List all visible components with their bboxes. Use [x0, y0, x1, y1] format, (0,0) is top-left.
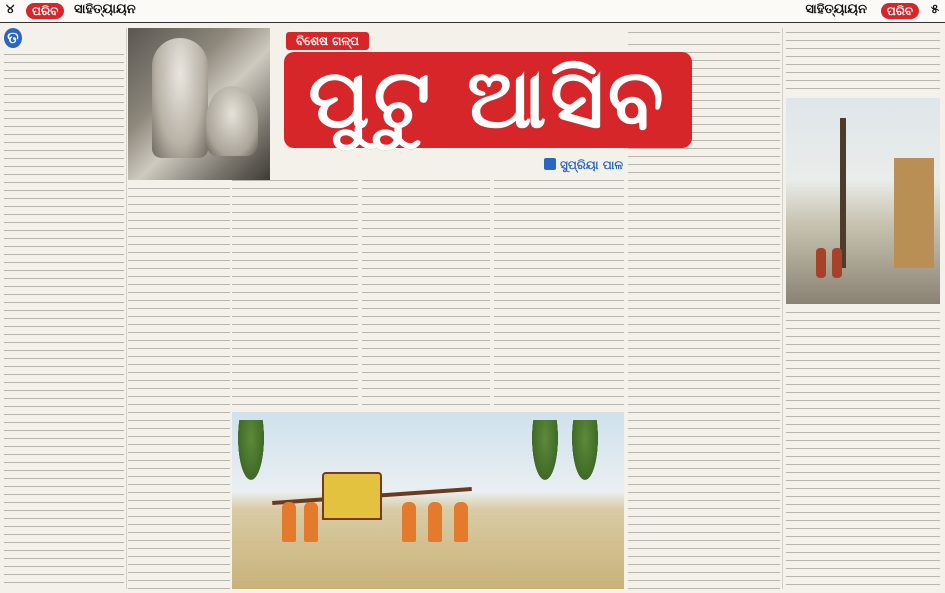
illustration-person	[816, 248, 826, 278]
text-column-3	[232, 176, 358, 407]
section-title-left: ସାହିତ୍ୟାୟନ	[74, 2, 136, 17]
brand-badge-left: ପରିବ	[26, 3, 64, 19]
text-column-5	[494, 176, 624, 407]
illustration-tree	[238, 420, 264, 480]
palanquin-illustration	[232, 412, 624, 589]
photo-figure	[152, 38, 208, 158]
bearer-figure	[454, 502, 468, 542]
section-title-right: ସାହିତ୍ୟାୟନ	[805, 2, 867, 17]
illustration-tree	[532, 420, 558, 480]
article-photo	[128, 28, 270, 180]
text-column-8	[786, 28, 940, 94]
bearer-figure	[282, 502, 296, 542]
palanquin	[322, 472, 382, 520]
illustration-tree	[840, 118, 846, 268]
article-headline: ପୁଟୁ ଆସିବ	[308, 52, 668, 147]
photo-bust	[206, 86, 258, 156]
text-column-7	[628, 28, 780, 38]
street-illustration	[786, 98, 940, 304]
article-kicker: ବିଶେଷ ଗଳ୍ପ	[286, 32, 369, 50]
column-divider	[126, 28, 127, 589]
drop-cap: ତ	[4, 28, 22, 48]
byline-icon	[544, 158, 556, 170]
illustration-building	[894, 158, 934, 268]
text-column-4	[362, 176, 490, 407]
text-column-2	[128, 184, 230, 589]
illustration-person	[832, 248, 842, 278]
illustration-tree	[572, 420, 598, 480]
bearer-figure	[304, 502, 318, 542]
text-column-9	[786, 308, 940, 589]
article-byline: ସୁପ୍ରିୟା ପାଳ	[560, 158, 624, 172]
bearer-figure	[402, 502, 416, 542]
column-divider	[782, 28, 783, 589]
bearer-figure	[428, 502, 442, 542]
text-column-1	[4, 50, 124, 589]
page-number-left: ୪	[6, 2, 15, 17]
brand-badge-right: ପରିବ	[881, 3, 919, 19]
page-header	[0, 0, 945, 23]
page-number-right: ୫	[930, 2, 939, 17]
